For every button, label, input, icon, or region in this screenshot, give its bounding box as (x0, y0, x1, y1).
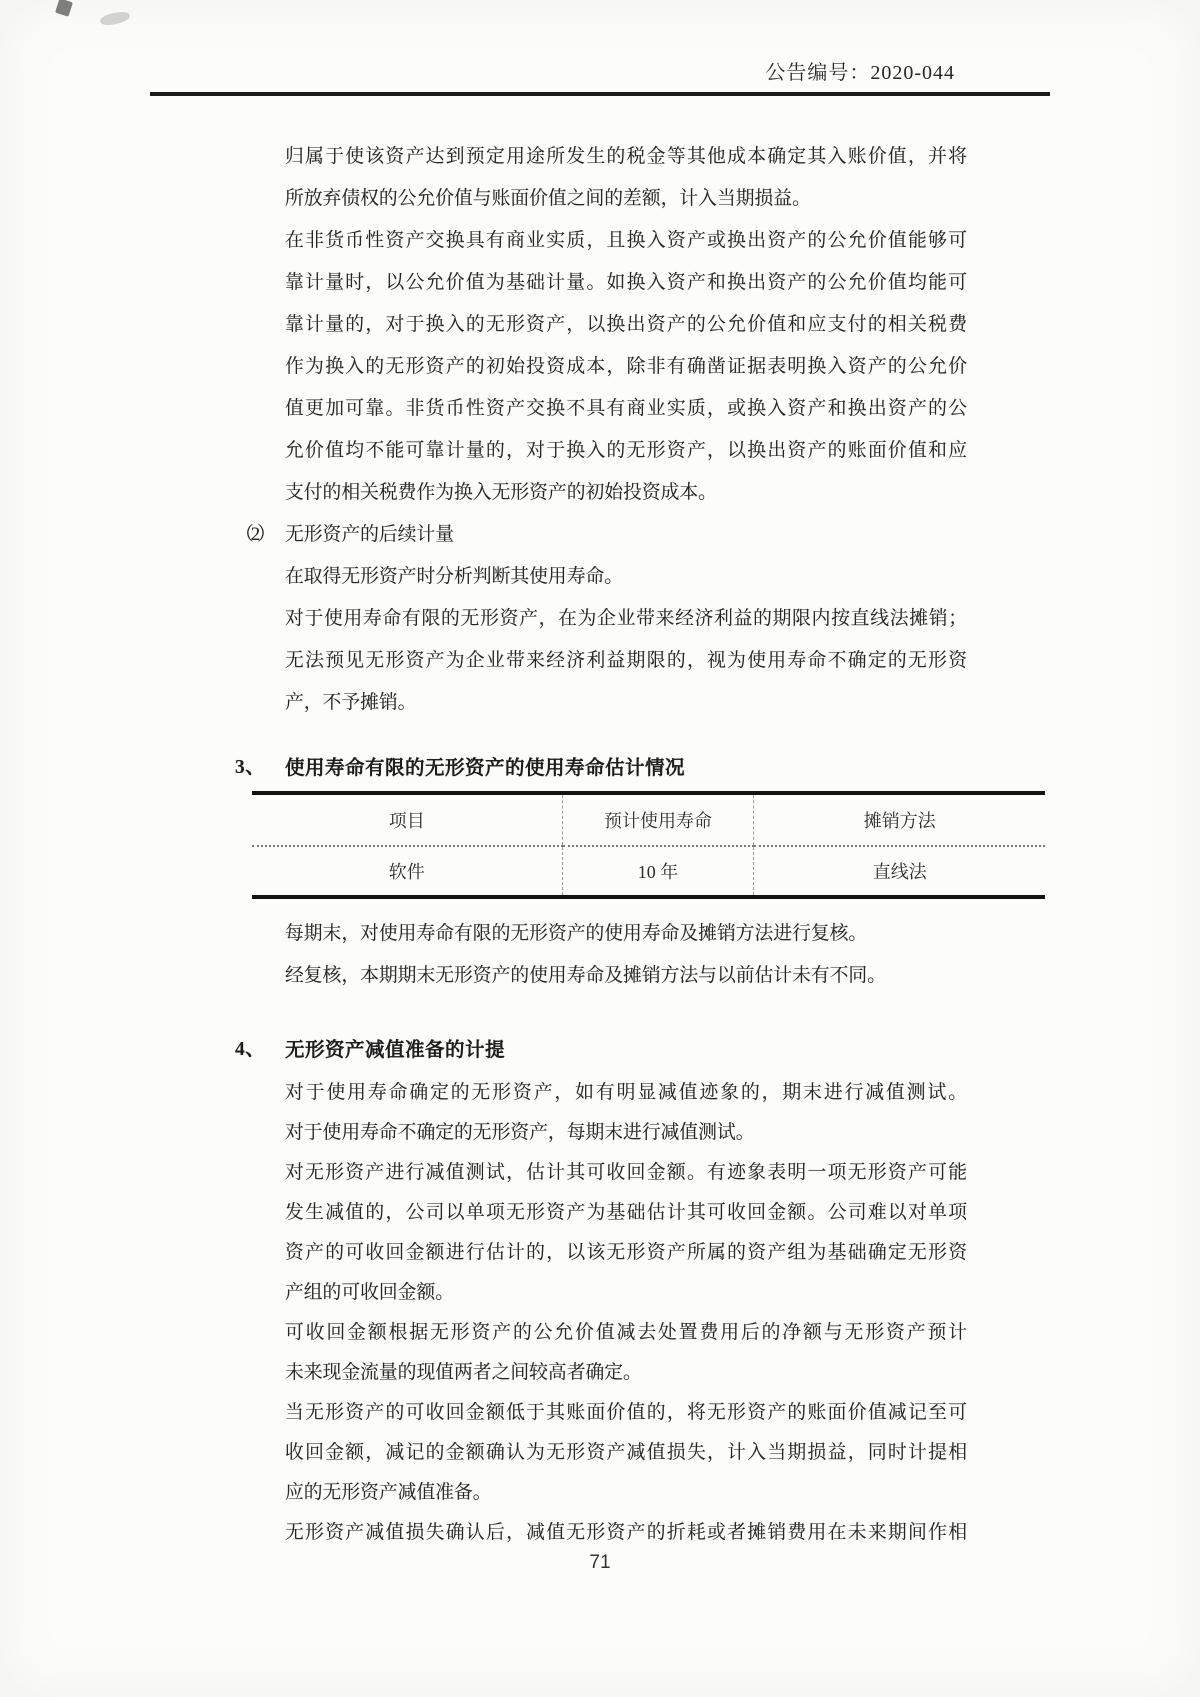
text-line: 支付的相关税费作为换入无形资产的初始投资成本。 (285, 482, 717, 503)
item-title: 无形资产的后续计量 (285, 524, 455, 545)
header-rule (150, 92, 1050, 96)
column-header-expected-life: 预计使用寿命 (562, 793, 754, 846)
text-line: 产组的可收回金额。 (285, 1282, 455, 1303)
section-3-number: 3、 (235, 757, 266, 778)
text-line: 发生减值的，公司以单项无形资产为基础估计其可收回金额。公司难以对单项 (285, 1202, 967, 1223)
text-line: 资产的可收回金额进行估计的，以该无形资产所属的资产组为基础确定无形资 (285, 1242, 967, 1263)
text-line: 可收回金额根据无形资产的公允价值减去处置费用后的净额与无形资产预计 (285, 1322, 967, 1343)
scan-smudge-icon (55, 0, 73, 17)
cell-item: 软件 (252, 846, 562, 897)
section-4-heading (235, 1035, 967, 1065)
text-line: 收回金额，减记的金额确认为无形资产减值损失，计入当期损益，同时计提相 (285, 1442, 967, 1463)
text-line: 靠计量的，对于换入的无形资产，以换出资产的公允价值和应支付的相关税费 (285, 314, 967, 335)
text-line: 在非货币性资产交换具有商业实质，且换入资产或换出资产的公允价值能够可 (285, 230, 967, 251)
text-line: 当无形资产的可收回金额低于其账面价值的，将无形资产的账面价值减记至可 (285, 1402, 967, 1423)
page-number: 71 (589, 1552, 611, 1573)
cell-expected-life: 10 年 (562, 846, 754, 897)
text-line: 归属于使该资产达到预定用途所发生的税金等其他成本确定其入账价值，并将 (285, 146, 967, 167)
text-line: 对于使用寿命有限的无形资产，在为企业带来经济利益的期限内按直线法摊销； (285, 608, 967, 629)
scan-smudge-icon (99, 10, 131, 27)
section-3-title: 使用寿命有限的无形资产的使用寿命估计情况 (285, 757, 686, 779)
table-header-row (252, 793, 1045, 846)
text-line: 应的无形资产减值准备。 (285, 1482, 492, 1503)
text-line: 经复核，本期期末无形资产的使用寿命及摊销方法与以前估计未有不同。 (285, 965, 886, 986)
text-line: 靠计量时，以公允价值为基础计量。如换入资产和换出资产的公允价值均能可 (285, 272, 967, 293)
text-line: 对无形资产进行减值测试，估计其可收回金额。有迹象表明一项无形资产可能 (285, 1162, 967, 1183)
section-4-number: 4、 (235, 1039, 266, 1060)
cell-amortization-method: 直线法 (872, 862, 927, 882)
text-line: 允价值均不能可靠计量的，对于换入的无形资产，以换出资产的账面价值和应 (285, 440, 967, 461)
text-frame (150, 0, 1050, 1575)
section-3-heading (235, 753, 967, 783)
column-header-amortization-method: 摊销方法 (754, 793, 1045, 846)
useful-life-table (252, 791, 1045, 899)
table-row (252, 846, 1045, 897)
text-line: 产，不予摊销。 (285, 692, 417, 713)
text-line: 值更加可靠。非货币性资产交换不具有商业实质，或换入资产和换出资产的公 (285, 398, 967, 419)
text-line: 对于使用寿命确定的无形资产，如有明显减值迹象的，期末进行减值测试。 (285, 1082, 967, 1103)
item-marker: （2） (235, 524, 273, 545)
text-line: 作为换入的无形资产的初始投资成本，除非有确凿证据表明换入资产的公允价 (285, 356, 967, 377)
section-4-title: 无形资产减值准备的计提 (285, 1039, 506, 1061)
text-line: 所放弃债权的公允价值与账面价值之间的差额，计入当期损益。 (285, 188, 811, 209)
text-line: 在取得无形资产时分析判断其使用寿命。 (285, 566, 624, 587)
text-line: 无形资产减值损失确认后，减值无形资产的折耗或者摊销费用在未来期间作相 (285, 1522, 967, 1543)
text-line: 无法预见无形资产为企业带来经济利益期限的，视为使用寿命不确定的无形资 (285, 650, 967, 671)
column-header-item: 项目 (252, 793, 562, 846)
doc-number: 公告编号：2020-044 (765, 62, 955, 84)
text-line: 对于使用寿命不确定的无形资产，每期末进行减值测试。 (285, 1122, 755, 1143)
text-line: 每期末，对使用寿命有限的无形资产的使用寿命及摊销方法进行复核。 (285, 923, 868, 944)
list-item-2 (235, 514, 967, 556)
section-4-body (285, 1073, 967, 1553)
text-line: 未来现金流量的现值两者之间较高者确定。 (285, 1362, 642, 1383)
document-body (235, 136, 967, 1553)
